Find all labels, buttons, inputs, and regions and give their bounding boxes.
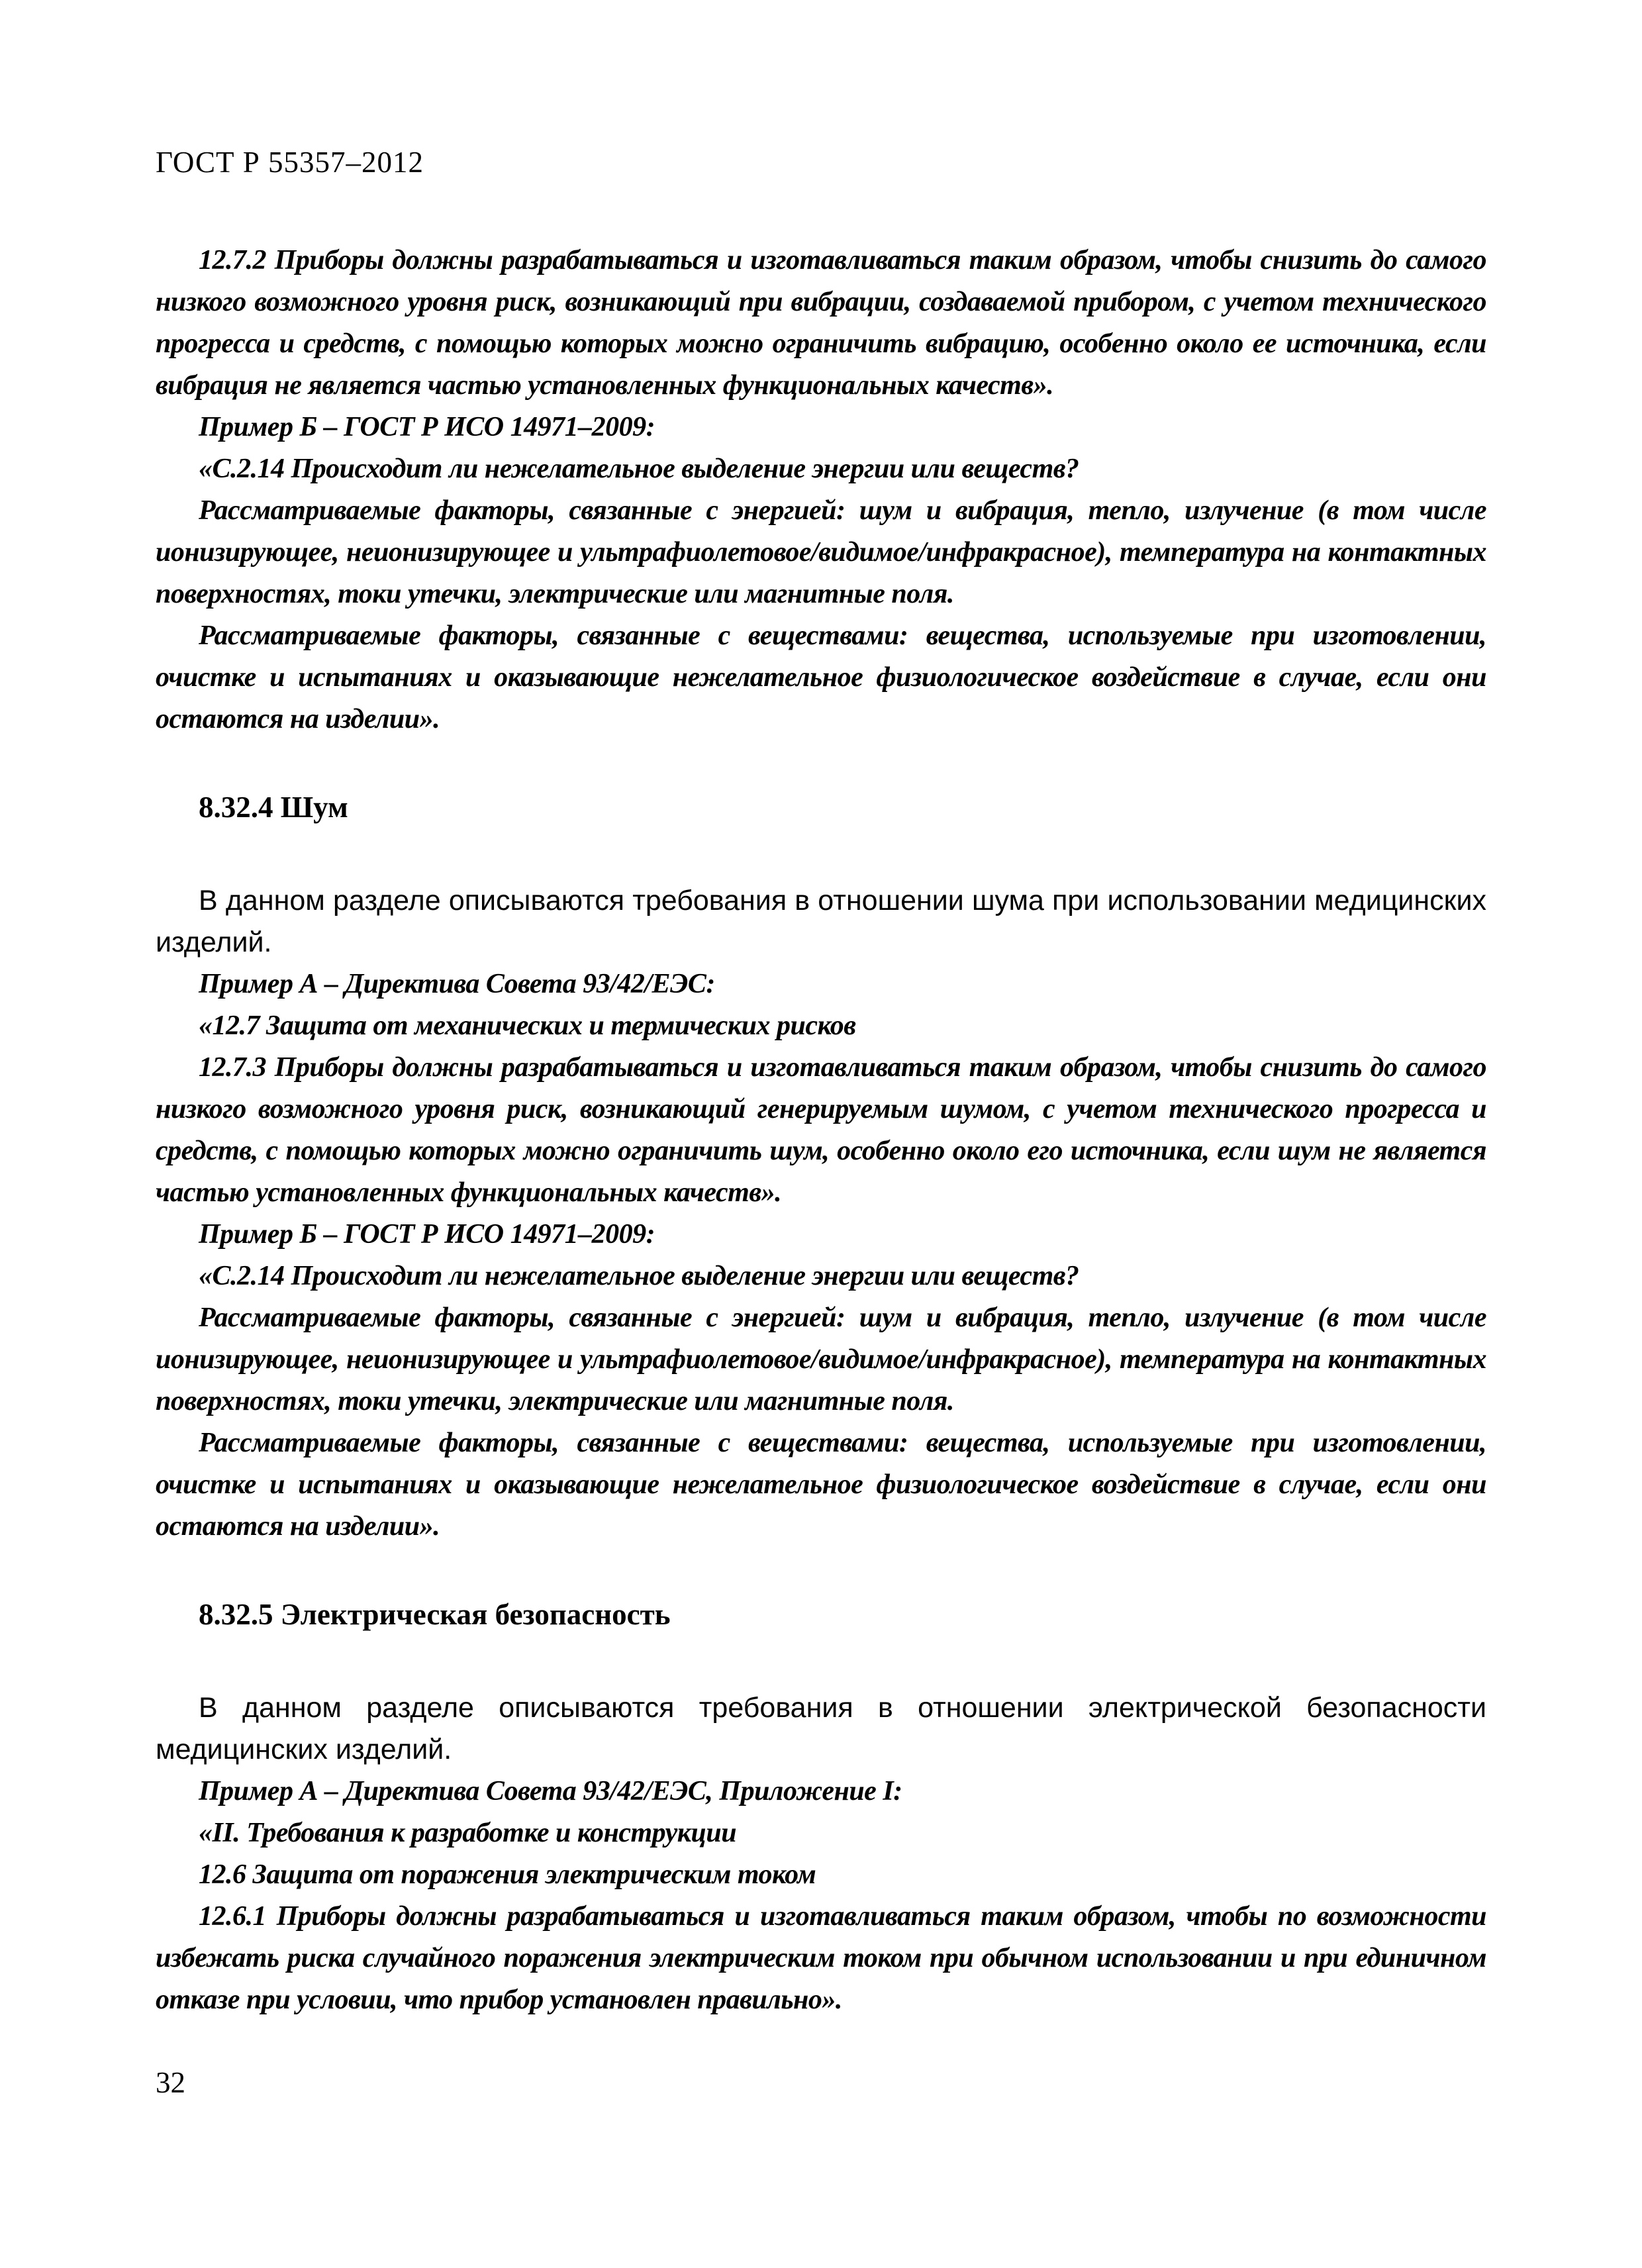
paragraph: 12.6.1 Приборы должны разрабатываться и изготавливаться таким образом, чтобы по возможности избежать риска случайного поражения электрическим током при обычном использовании и при единичном отказе при условии, что прибор установлен правильно». <box>156 1901 1486 2015</box>
paragraph: В данном разделе описываются требования в отношении электрической безопасности медицинских изделий. <box>156 1692 1486 1765</box>
paragraph: 12.7.3 Приборы должны разрабатываться и изготавливаться таким образом, чтобы снизить до самого низкого возможного уровня риск, возникающий генерируемым шумом, с учетом технического прогресса и средств, с помощью которых можно ограничить шум, особенно около его источника, если шум не является частью установленных функциональных качеств». <box>156 1052 1486 1208</box>
example-label: Пример А – Директива Совета 93/42/ЕЭС, Приложение I: <box>199 1776 902 1806</box>
spacer <box>156 1636 1486 1687</box>
document-page <box>156 0 1486 2268</box>
spacer <box>156 740 1486 787</box>
paragraph: Рассматриваемые факторы, связанные с веществами: вещества, используемые при изготовлении, очистке и испытаниях и оказывающие нежелательное физиологическое воздействие в случае, если они остаются на изделии». <box>156 620 1486 734</box>
example-label: Пример А – Директива Совета 93/42/ЕЭС: <box>199 969 715 999</box>
spacer <box>156 1548 1486 1594</box>
paragraph: Рассматриваемые факторы, связанные с энергией: шум и вибрация, тепло, излучение (в том числе ионизирующее, неионизирующее и ультрафиолетовое/видимое/инфракрасное), температура на контактных поверхностях, токи утечки, электрические или магнитные поля. <box>156 1303 1486 1416</box>
quote-heading: «С.2.14 Происходит ли нежелательное выделение энергии или веществ? <box>199 454 1079 484</box>
paragraph: Рассматриваемые факторы, связанные с веществами: вещества, используемые при изготовлении, очистке и испытаниях и оказывающие нежелательное физиологическое воздействие в случае, если они остаются на изделии». <box>156 1428 1486 1542</box>
paragraph: 12.7.2 Приборы должны разрабатываться и изготавливаться таким образом, чтобы снизить до самого низкого возможного уровня риск, возникающий при вибрации, создаваемой прибором, с учетом технического прогресса и средств, с помощью которых можно ограничить вибрацию, особенно около ее источника, если вибрация не является частью установленных функциональных качеств». <box>156 245 1486 401</box>
quote-heading: «С.2.14 Происходит ли нежелательное выделение энергии или веществ? <box>199 1261 1079 1291</box>
quote-heading: «12.7 Защита от механических и термических рисков <box>199 1011 856 1041</box>
page-number: 32 <box>156 2066 185 2099</box>
quote-heading: 12.6 Защита от поражения электрическим током <box>199 1859 816 1890</box>
section-heading-electrical-safety: 8.32.5 Электрическая безопасность <box>199 1598 671 1631</box>
quote-heading: «II. Требования к разработке и конструкции <box>199 1818 737 1848</box>
paragraph: В данном разделе описываются требования в отношении шума при использовании медицинских изделий. <box>156 885 1486 958</box>
spacer <box>156 828 1486 880</box>
section-heading-noise: 8.32.4 Шум <box>199 791 348 824</box>
example-label: Пример Б – ГОСТ Р ИСО 14971–2009: <box>199 412 655 442</box>
document-body <box>156 240 1486 2021</box>
document-header: ГОСТ Р 55357–2012 <box>156 146 424 179</box>
paragraph: Рассматриваемые факторы, связанные с энергией: шум и вибрация, тепло, излучение (в том числе ионизирующее, неионизирующее и ультрафиолетовое/видимое/инфракрасное), температура на контактных поверхностях, токи утечки, электрические или магнитные поля. <box>156 495 1486 609</box>
example-label: Пример Б – ГОСТ Р ИСО 14971–2009: <box>199 1219 655 1250</box>
